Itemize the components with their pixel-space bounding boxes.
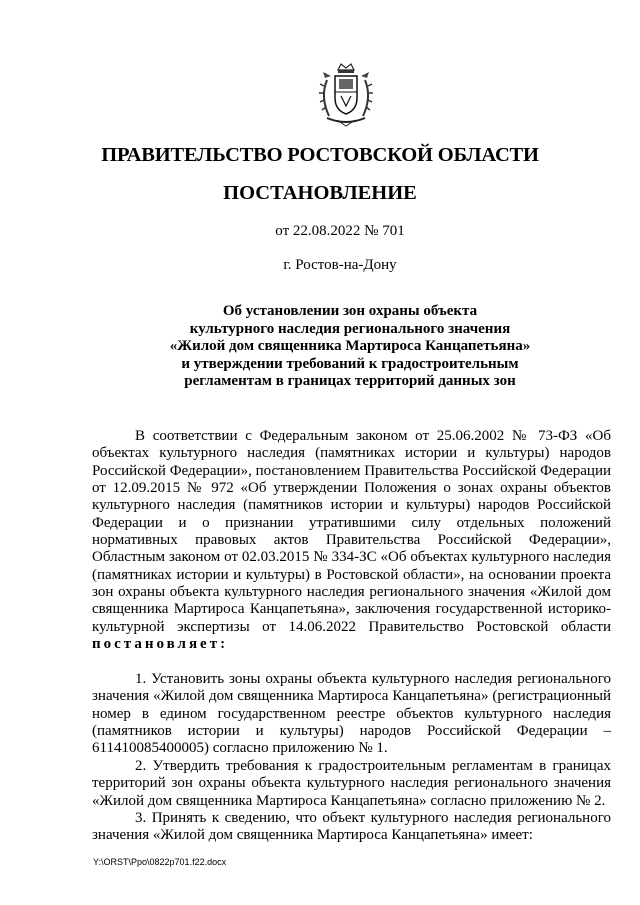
- preamble-paragraph: [92, 428, 611, 653]
- government-title: ПРАВИТЕЛЬСТВО РОСТОВСКОЙ ОБЛАСТИ: [101, 144, 539, 166]
- item-2-paragraph: 2. Утвердить требования к градостроительным регламентам в границах территорий зон охраны объекта культурного наследия регионального значения «Жилой дом священника Мартироса Канцапетьяна» согласно приложению № 2.: [92, 758, 611, 809]
- subject-line: культурного наследия регионального значения: [189, 320, 511, 337]
- subject-line: и утверждении требований к градостроительным: [181, 355, 519, 372]
- place: г. Ростов-на-Дону: [283, 257, 397, 273]
- preamble-text: В соответствии с Федеральным законом от 25.06.2002 № 73-ФЗ «Об объектах культурного наследия (памятниках истории и культуры) народов Российской Федерации», постановлением Правительства Российской Федерации от 12.09.2015 № 972 «Об утверждении Положения о зонах охраны объектов культурного наследия (памятников истории и культуры) народов Российской Федерации и о признании утратившими силу отдельных положений нормативных правовых актов Правительства Российской Федерации», Областным законом от 02.03.2015 № 334-ЗС «Об объектах культурного наследия (памятниках истории и культуры) в Ростовской области», на основании проекта зон охраны объекта культурного наследия регионального значения «Жилой дом священника Мартироса Канцапетьяна», заключения государственной историко-культурной экспертизы от 14.06.2022 Правительство Ростовской области: [92, 428, 611, 635]
- document-type: ПОСТАНОВЛЕНИЕ: [223, 182, 417, 204]
- subject-line: «Жилой дом священника Мартироса Канцапетьяна»: [169, 338, 531, 355]
- item-3-paragraph: 3. Принять к сведению, что объект культурного наследия регионального значения «Жилой дом священника Мартироса Канцапетьяна» имеет:: [92, 810, 611, 844]
- item-1-paragraph: 1. Установить зоны охраны объекта культурного наследия регионального значения «Жилой дом священника Мартироса Канцапетьяна» (регистрационный номер в едином государственном реестре объектов культурного наследия (памятников истории и культуры) народов Российской Федерации – 611410085400005) согласно приложению № 1.: [92, 671, 611, 757]
- subject-line: Об установлении зон охраны объекта: [222, 303, 478, 319]
- date-number: от 22.08.2022 № 701: [275, 223, 405, 239]
- resolves-word: постановляет:: [92, 636, 229, 653]
- file-path: Y:\ORST\Ppo\0822p701.f22.docx: [93, 857, 227, 867]
- coat-of-arms-icon: [317, 62, 375, 128]
- document-subject: [120, 303, 580, 391]
- subject-line: регламентам в границах территорий данных зон: [184, 373, 516, 390]
